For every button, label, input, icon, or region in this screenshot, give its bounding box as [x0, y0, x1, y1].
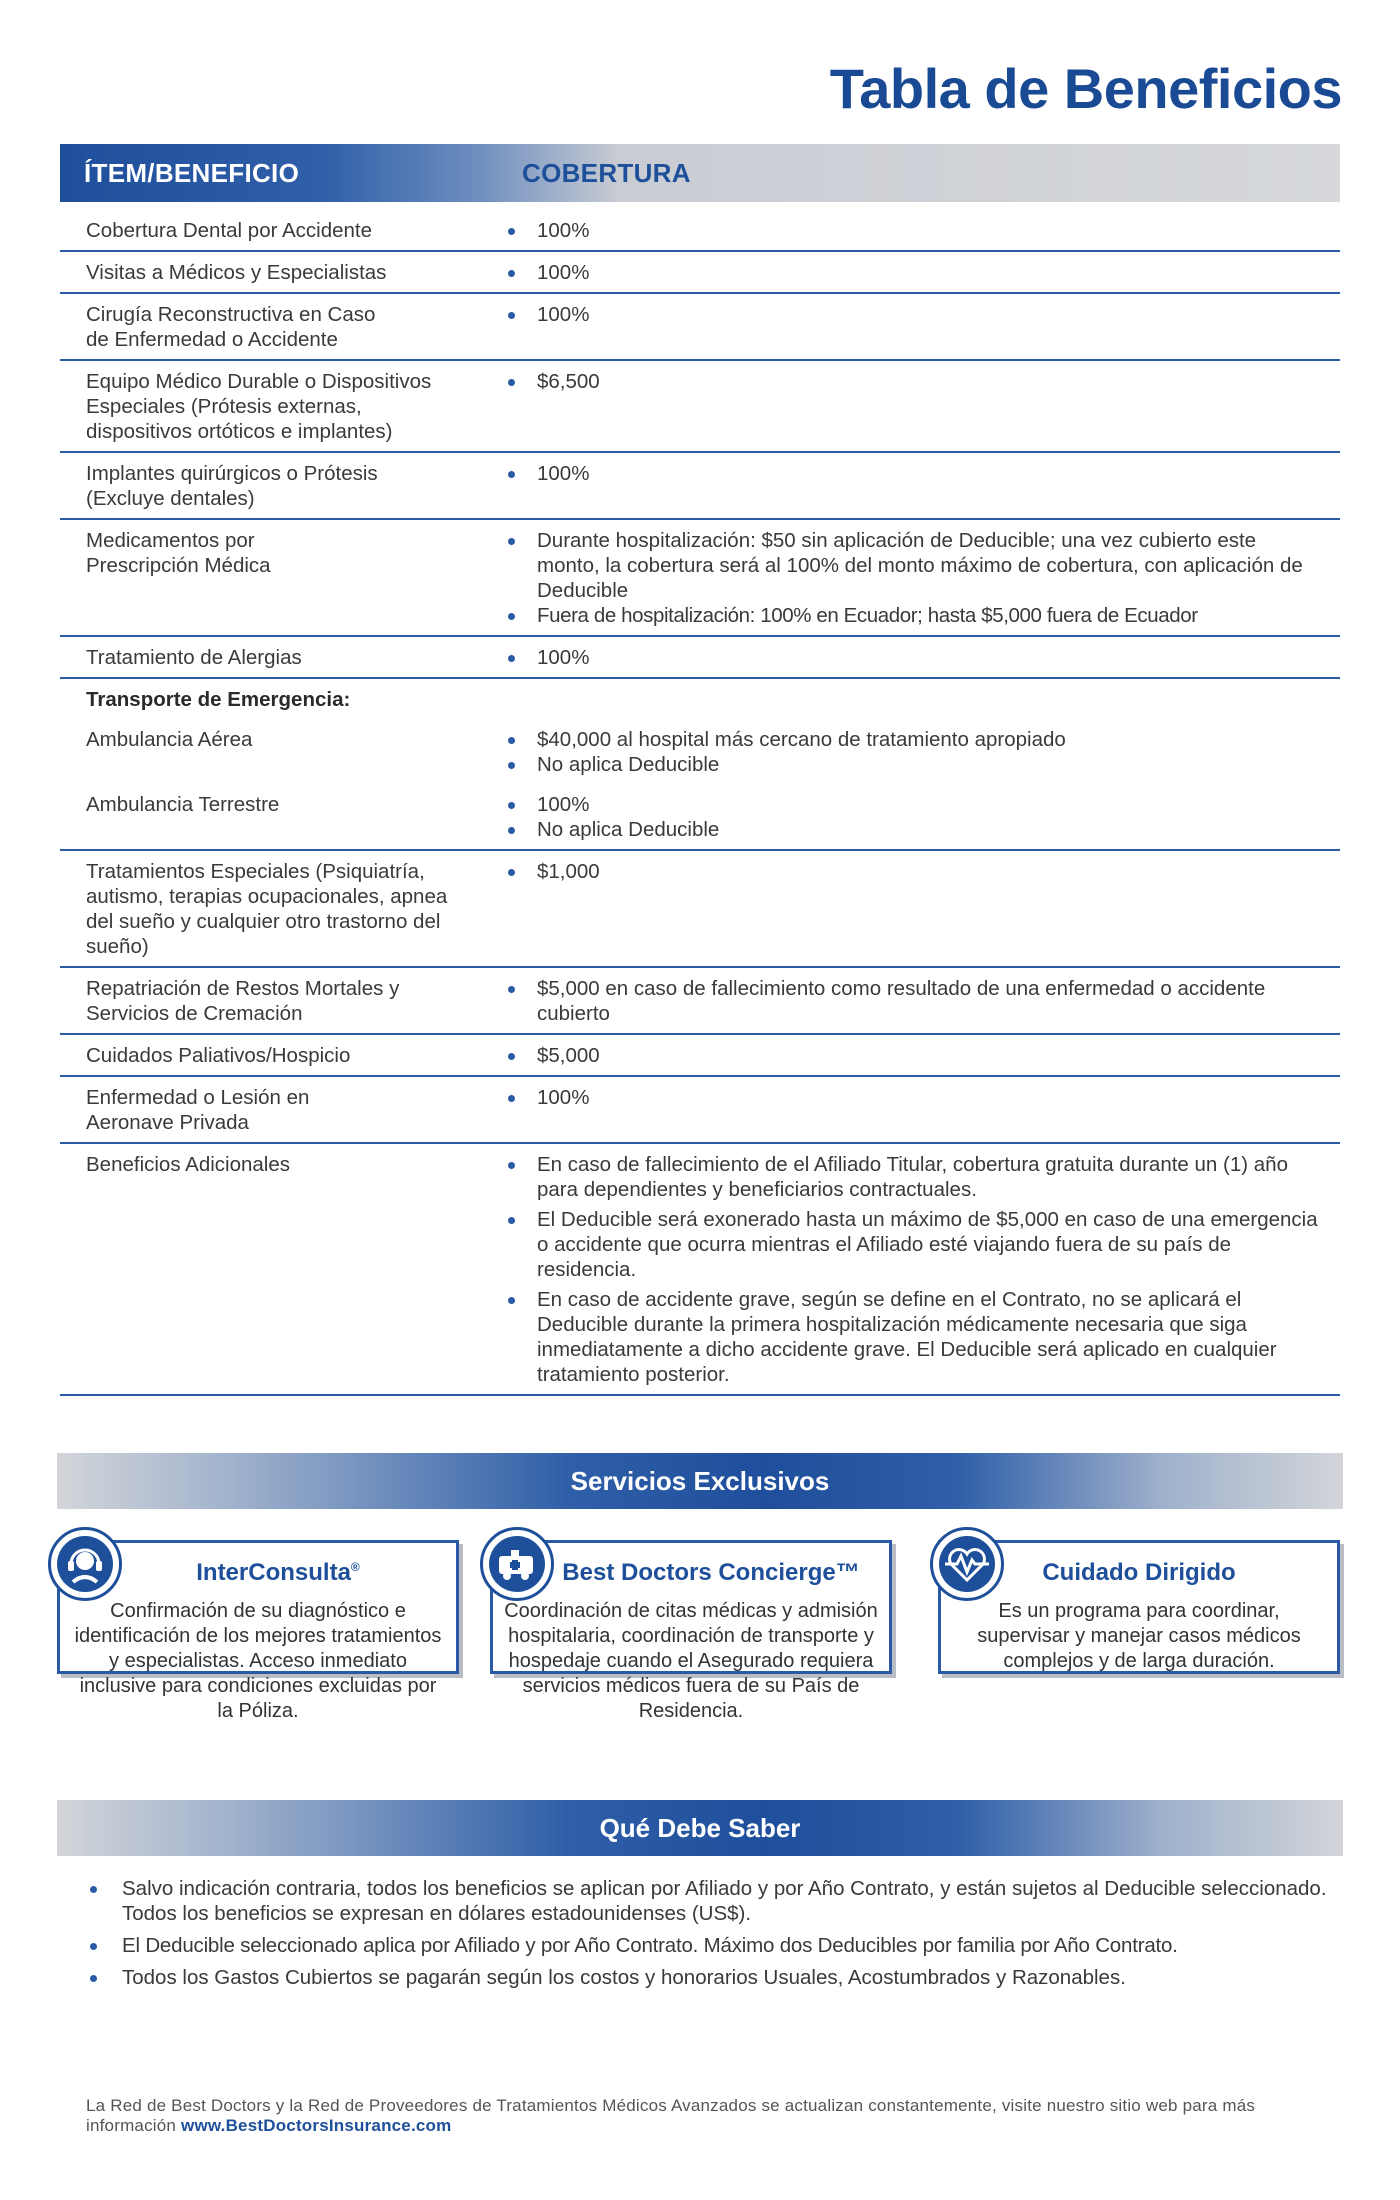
- table-row: [60, 252, 1340, 294]
- table-row: [60, 1144, 1340, 1396]
- table-row: [60, 1077, 1340, 1144]
- column-header-item: ÍTEM/BENEFICIO: [84, 158, 300, 188]
- coverage-value: $40,000 al hospital más cercano de tratamiento apropiado: [505, 727, 1340, 752]
- benefit-name: Cirugía Reconstructiva en Caso de Enfermedad o Accidente: [86, 303, 376, 351]
- coverage-value: 100%: [505, 792, 1340, 817]
- footer-note: [86, 2096, 1316, 2136]
- table-row: [60, 294, 1340, 361]
- benefits-table: [60, 210, 1340, 1396]
- coverage-value: El Deducible será exonerado hasta un máximo de $5,000 en caso de una emergencia o accidente que ocurra mientras el Afiliado esté viajando fuera de su país de residencia.: [505, 1207, 1332, 1282]
- coverage-value: En caso de fallecimiento de el Afiliado Titular, cobertura gratuita durante un (1) año para dependientes y beneficiarios contractuales.: [505, 1152, 1332, 1202]
- coverage-value: 100%: [505, 260, 1340, 285]
- service-title: Best Doctors Concierge™: [562, 1559, 860, 1586]
- benefit-name: Equipo Médico Durable o Dispositivos Especiales (Prótesis externas, dispositivos ortóticos e implantes): [86, 370, 432, 443]
- coverage-value: $5,000 en caso de fallecimiento como resultado de una enfermedad o accidente cubierto: [505, 976, 1320, 1026]
- benefit-name: Implantes quirúrgicos o Prótesis (Excluye dentales): [86, 462, 378, 510]
- benefit-name: Repatriación de Restos Mortales y Servicios de Cremación: [86, 977, 400, 1025]
- benefit-name: Tratamiento de Alergias: [86, 646, 302, 669]
- table-row: [60, 1035, 1340, 1077]
- benefit-name: Tratamientos Especiales (Psiquiatría, autismo, terapias ocupacionales, apnea del sueño y cualquier otro trastorno del sueño): [86, 860, 448, 958]
- table-row: [60, 784, 1340, 851]
- ambulance-icon: [480, 1527, 554, 1601]
- footer-text: La Red de Best Doctors y la Red de Proveedores de Tratamientos Médicos Avanzados se actualizan constantemente, visite nuestro sitio web para más información: [86, 2096, 1256, 2135]
- coverage-value: 100%: [505, 1085, 1340, 1110]
- registered-mark: ®: [350, 1560, 360, 1574]
- benefit-name: Beneficios Adicionales: [86, 1153, 290, 1176]
- headset-icon: [48, 1527, 122, 1601]
- table-row: [60, 851, 1340, 968]
- table-header: [60, 144, 1340, 202]
- service-text: Confirmación de su diagnóstico e identificación de los mejores tratamientos y especialistas. Acceso inmediato inclusive para condiciones excluidas por la Póliza.: [74, 1600, 442, 1722]
- list-item: Todos los Gastos Cubiertos se pagarán según los costos y honorarios Usuales, Acostumbrados y Razonables.: [86, 1965, 1346, 1990]
- section-heading-know: Qué Debe Saber: [57, 1800, 1343, 1856]
- website-link[interactable]: www.BestDoctorsInsurance.com: [181, 2116, 452, 2135]
- benefit-name: Medicamentos por Prescripción Médica: [86, 529, 271, 577]
- coverage-value: 100%: [505, 218, 1340, 243]
- benefit-name: Visitas a Médicos y Especialistas: [86, 261, 387, 284]
- coverage-value: $5,000: [505, 1043, 1340, 1068]
- table-row: [60, 637, 1340, 679]
- section-label: Transporte de Emergencia:: [86, 688, 351, 711]
- table-row: [60, 361, 1340, 453]
- know-list: [86, 1876, 1346, 1997]
- coverage-value: $1,000: [505, 859, 1340, 884]
- service-title: Cuidado Dirigido: [1042, 1559, 1236, 1586]
- column-header-coverage: COBERTURA: [522, 158, 691, 188]
- table-row: [60, 210, 1340, 252]
- page-title: Tabla de Beneficios: [829, 57, 1342, 120]
- coverage-value: En caso de accidente grave, según se define en el Contrato, no se aplicará el Deducible durante la primera hospitalización médicamente necesaria que siga inmediatamente a dicho accidente grave. El Deducible será aplicado en cualquier tratamiento posterior.: [505, 1287, 1332, 1387]
- table-row: [60, 453, 1340, 520]
- service-text: Es un programa para coordinar, supervisar y manejar casos médicos complejos y de larga duración.: [977, 1600, 1301, 1672]
- service-text: Coordinación de citas médicas y admisión hospitalaria, coordinación de transporte y hospedaje cuando el Asegurado requiera servicios médicos fuera de su País de Residencia.: [504, 1600, 878, 1722]
- coverage-value: Fuera de hospitalización: 100% en Ecuador; hasta $5,000 fuera de Ecuador: [505, 603, 1320, 628]
- table-row: [60, 719, 1340, 784]
- benefit-name: Ambulancia Aérea: [86, 728, 253, 751]
- coverage-value: No aplica Deducible: [505, 817, 1340, 842]
- coverage-value: No aplica Deducible: [505, 752, 1340, 777]
- benefit-name: Ambulancia Terrestre: [86, 793, 280, 816]
- coverage-value: 100%: [505, 645, 1340, 670]
- section-heading-services: Servicios Exclusivos: [57, 1453, 1343, 1509]
- table-row: [60, 968, 1340, 1035]
- list-item: El Deducible seleccionado aplica por Afiliado y por Año Contrato. Máximo dos Deducibles por familia por Año Contrato.: [86, 1933, 1346, 1958]
- table-row: [60, 520, 1340, 637]
- coverage-value: 100%: [505, 302, 1340, 327]
- benefit-name: Enfermedad o Lesión en Aeronave Privada: [86, 1086, 310, 1134]
- coverage-value: 100%: [505, 461, 1340, 486]
- benefit-name: Cuidados Paliativos/Hospicio: [86, 1044, 351, 1067]
- coverage-value: $6,500: [505, 369, 1340, 394]
- table-row: [60, 679, 1340, 719]
- heartbeat-icon: [930, 1527, 1004, 1601]
- list-item: Salvo indicación contraria, todos los beneficios se aplican por Afiliado y por Año Contrato, y están sujetos al Deducible seleccionado. Todos los beneficios se expresan en dólares estadounidenses (US$).: [86, 1876, 1346, 1926]
- benefit-name: Cobertura Dental por Accidente: [86, 219, 373, 242]
- coverage-value: Durante hospitalización: $50 sin aplicación de Deducible; una vez cubierto este monto, la cobertura será al 100% del monto máximo de cobertura, con aplicación de Deducible: [505, 528, 1320, 603]
- service-title: InterConsulta: [196, 1559, 351, 1586]
